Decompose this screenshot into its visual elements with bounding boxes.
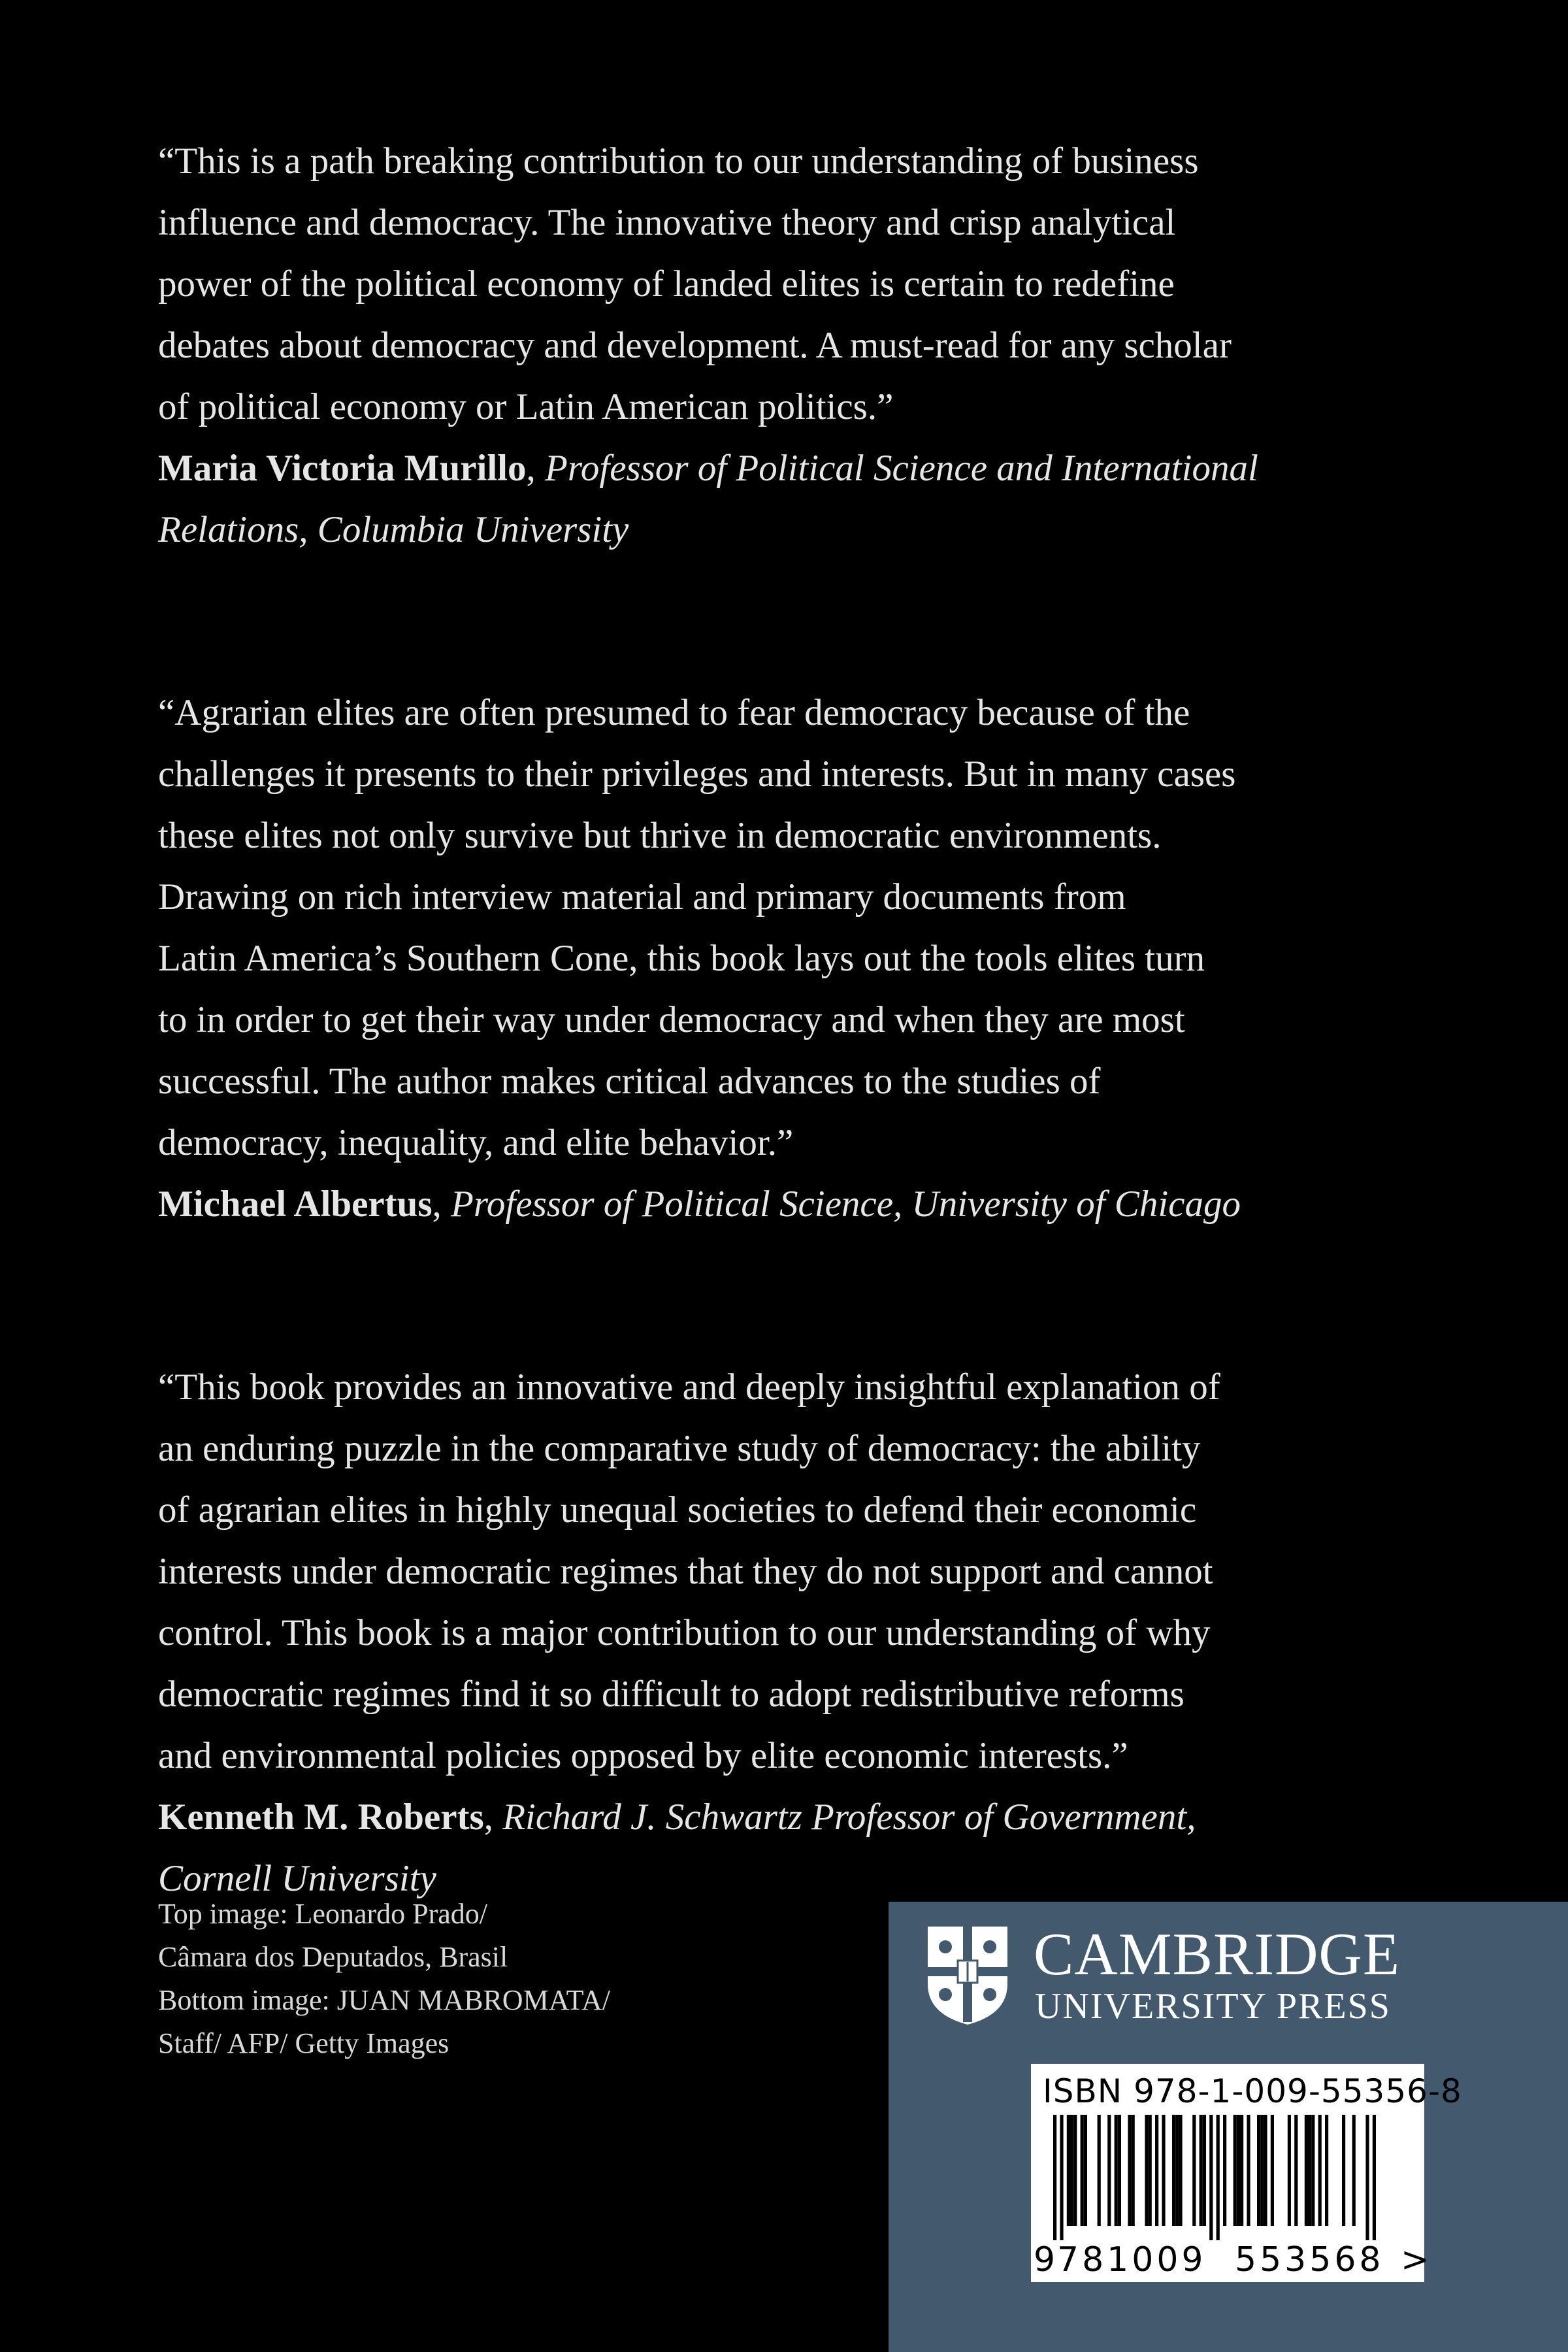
barcode-bar (1373, 2115, 1376, 2240)
barcode-bar (1145, 2115, 1148, 2226)
endorser-role: Professor of Political Science and International (545, 448, 1258, 489)
barcode-bar (1081, 2115, 1084, 2226)
barcode-bar (1053, 2115, 1056, 2240)
endorsement (158, 682, 1308, 1235)
endorsement (158, 1357, 1308, 1910)
barcode-bar (1247, 2115, 1250, 2226)
quote-line: “This book provides an innovative and deeply insightful explanation of (158, 1366, 1220, 1408)
quote-line: “Agrarian elites are often presumed to fear democracy because of the (158, 692, 1190, 733)
barcode-bar (1318, 2115, 1322, 2226)
barcode-bar (1179, 2115, 1182, 2226)
quote-line: democracy, inequality, and elite behavior.” (158, 1122, 794, 1163)
barcode-bar (1311, 2115, 1315, 2226)
barcode-bar (1294, 2115, 1298, 2226)
image-credits (158, 1893, 811, 2065)
barcode-digits-right: 553568 (1235, 2240, 1384, 2279)
quote-line: Drawing on rich interview material and primary documents from (158, 876, 1126, 918)
barcode-bar (1175, 2115, 1179, 2226)
attribution: Kenneth M. Roberts, Richard J. Schwartz Professor of Government, (158, 1797, 1196, 1838)
isbn-label: ISBN 978-1-009-55356-8 (1043, 2072, 1462, 2110)
quote-line: democratic regimes find it so difficult to adopt redistributive reforms (158, 1674, 1184, 1715)
credit-line: Top image: Leonardo Prado/ (158, 1898, 488, 1930)
quote-line: control. This book is a major contribution to our understanding of why (158, 1612, 1211, 1653)
barcode-bar (1264, 2115, 1267, 2226)
quote-line: and environmental policies opposed by elite economic interests.” (158, 1735, 1128, 1776)
barcode-bar (1257, 2115, 1260, 2226)
barcode-bar (1288, 2115, 1291, 2226)
barcode-digits-left: 781009 (1057, 2240, 1207, 2279)
barcode-bar (1073, 2115, 1077, 2226)
barcode-bar (1118, 2115, 1121, 2226)
attribution: Maria Victoria Murillo, Professor of Political Science and International (158, 448, 1258, 489)
publisher-name: CAMBRIDGE (1034, 1921, 1401, 1987)
quote-line: successful. The author makes critical advances to the studies of (158, 1061, 1101, 1102)
quote-line: “This is a path breaking contribution to our understanding of business (158, 141, 1199, 182)
barcode-digit-first: 9 (1034, 2240, 1056, 2279)
endorsements (158, 131, 1308, 2031)
barcode-bar (1098, 2115, 1101, 2226)
barcode-bar (1233, 2115, 1237, 2226)
barcode-bar (1128, 2115, 1131, 2226)
endorsement (158, 131, 1308, 561)
barcode-bar (1305, 2115, 1308, 2226)
barcode-bar (1067, 2115, 1070, 2226)
barcode-bar (1240, 2115, 1243, 2226)
quote-line: challenges it presents to their privileges and interests. But in many cases (158, 754, 1236, 795)
quote-line: of agrarian elites in highly unequal societies to defend their economic (158, 1489, 1197, 1531)
barcode-bar (1132, 2115, 1135, 2226)
barcode-bar (1365, 2115, 1369, 2240)
cambridge-shield-icon (925, 1924, 1010, 2026)
barcode-bar (1155, 2115, 1158, 2226)
credit-line: Staff/ AFP/ Getty Images (158, 2027, 449, 2059)
endorser-name: Michael Albertus (158, 1184, 433, 1225)
attribution: Michael Albertus, Professor of Political Science, University of Chicago (158, 1184, 1241, 1225)
barcode-bar (1325, 2115, 1328, 2226)
barcode-bar (1149, 2115, 1152, 2226)
barcode-digits (1031, 2240, 1429, 2279)
barcode-bar (1352, 2115, 1356, 2226)
barcode-bar (1200, 2115, 1203, 2226)
barcode-bar (1308, 2115, 1311, 2226)
isbn-barcode (1031, 2064, 1462, 2282)
barcode-bar (1162, 2115, 1165, 2226)
endorser-role: Professor of Political Science, University of Chicago (451, 1184, 1241, 1225)
endorser-role: Relations, Columbia University (158, 509, 629, 550)
quote-line: of political economy or Latin American politics.” (158, 386, 894, 427)
endorser-role: Cornell University (158, 1858, 436, 1899)
quote-line: influence and democracy. The innovative theory and crisp analytical (158, 202, 1176, 243)
endorser-name: Maria Victoria Murillo (158, 448, 527, 489)
quote-line: interests under democratic regimes that they do not support and cannot (158, 1551, 1213, 1592)
barcode-bar (1107, 2115, 1111, 2226)
endorser-role: Richard J. Schwartz Professor of Government, (502, 1797, 1196, 1838)
barcode-bar (1223, 2115, 1226, 2226)
barcode-bar (1237, 2115, 1240, 2226)
publisher-subname: UNIVERSITY PRESS (1035, 1986, 1391, 2027)
barcode-bar (1203, 2115, 1206, 2226)
quote-line: these elites not only survive but thrive in democratic environments. (158, 815, 1162, 856)
barcode-bar (1271, 2115, 1274, 2226)
quote-line: debates about democracy and development. A must-read for any scholar (158, 325, 1232, 366)
quote-line: power of the political economy of landed elites is certain to redefine (158, 263, 1175, 305)
barcode-bar (1084, 2115, 1087, 2226)
barcode-bar (1115, 2115, 1118, 2226)
quote-line: Latin America’s Southern Cone, this book lays out the tools elites turn (158, 938, 1205, 979)
endorser-name: Kenneth M. Roberts (158, 1797, 484, 1838)
barcode-bar (1192, 2115, 1196, 2226)
quote-line: an enduring puzzle in the comparative study of democracy: the ability (158, 1428, 1201, 1469)
barcode-bar (1217, 2115, 1220, 2240)
barcode-bar (1209, 2115, 1213, 2240)
barcode-bar (1060, 2115, 1063, 2240)
quote-line: to in order to get their way under democracy and when they are most (158, 999, 1185, 1040)
barcode-bar (1260, 2115, 1264, 2226)
barcode-bars (1040, 2115, 1413, 2240)
barcode-bar (1172, 2115, 1175, 2226)
barcode-bar (1342, 2115, 1345, 2226)
credit-line: Câmara dos Deputados, Brasil (158, 1941, 508, 1973)
barcode-bar (1070, 2115, 1073, 2226)
publisher-panel (889, 1902, 1568, 2352)
credit-line: Bottom image: JUAN MABROMATA/ (158, 1984, 610, 2016)
barcode-arrow: > (1401, 2240, 1429, 2279)
